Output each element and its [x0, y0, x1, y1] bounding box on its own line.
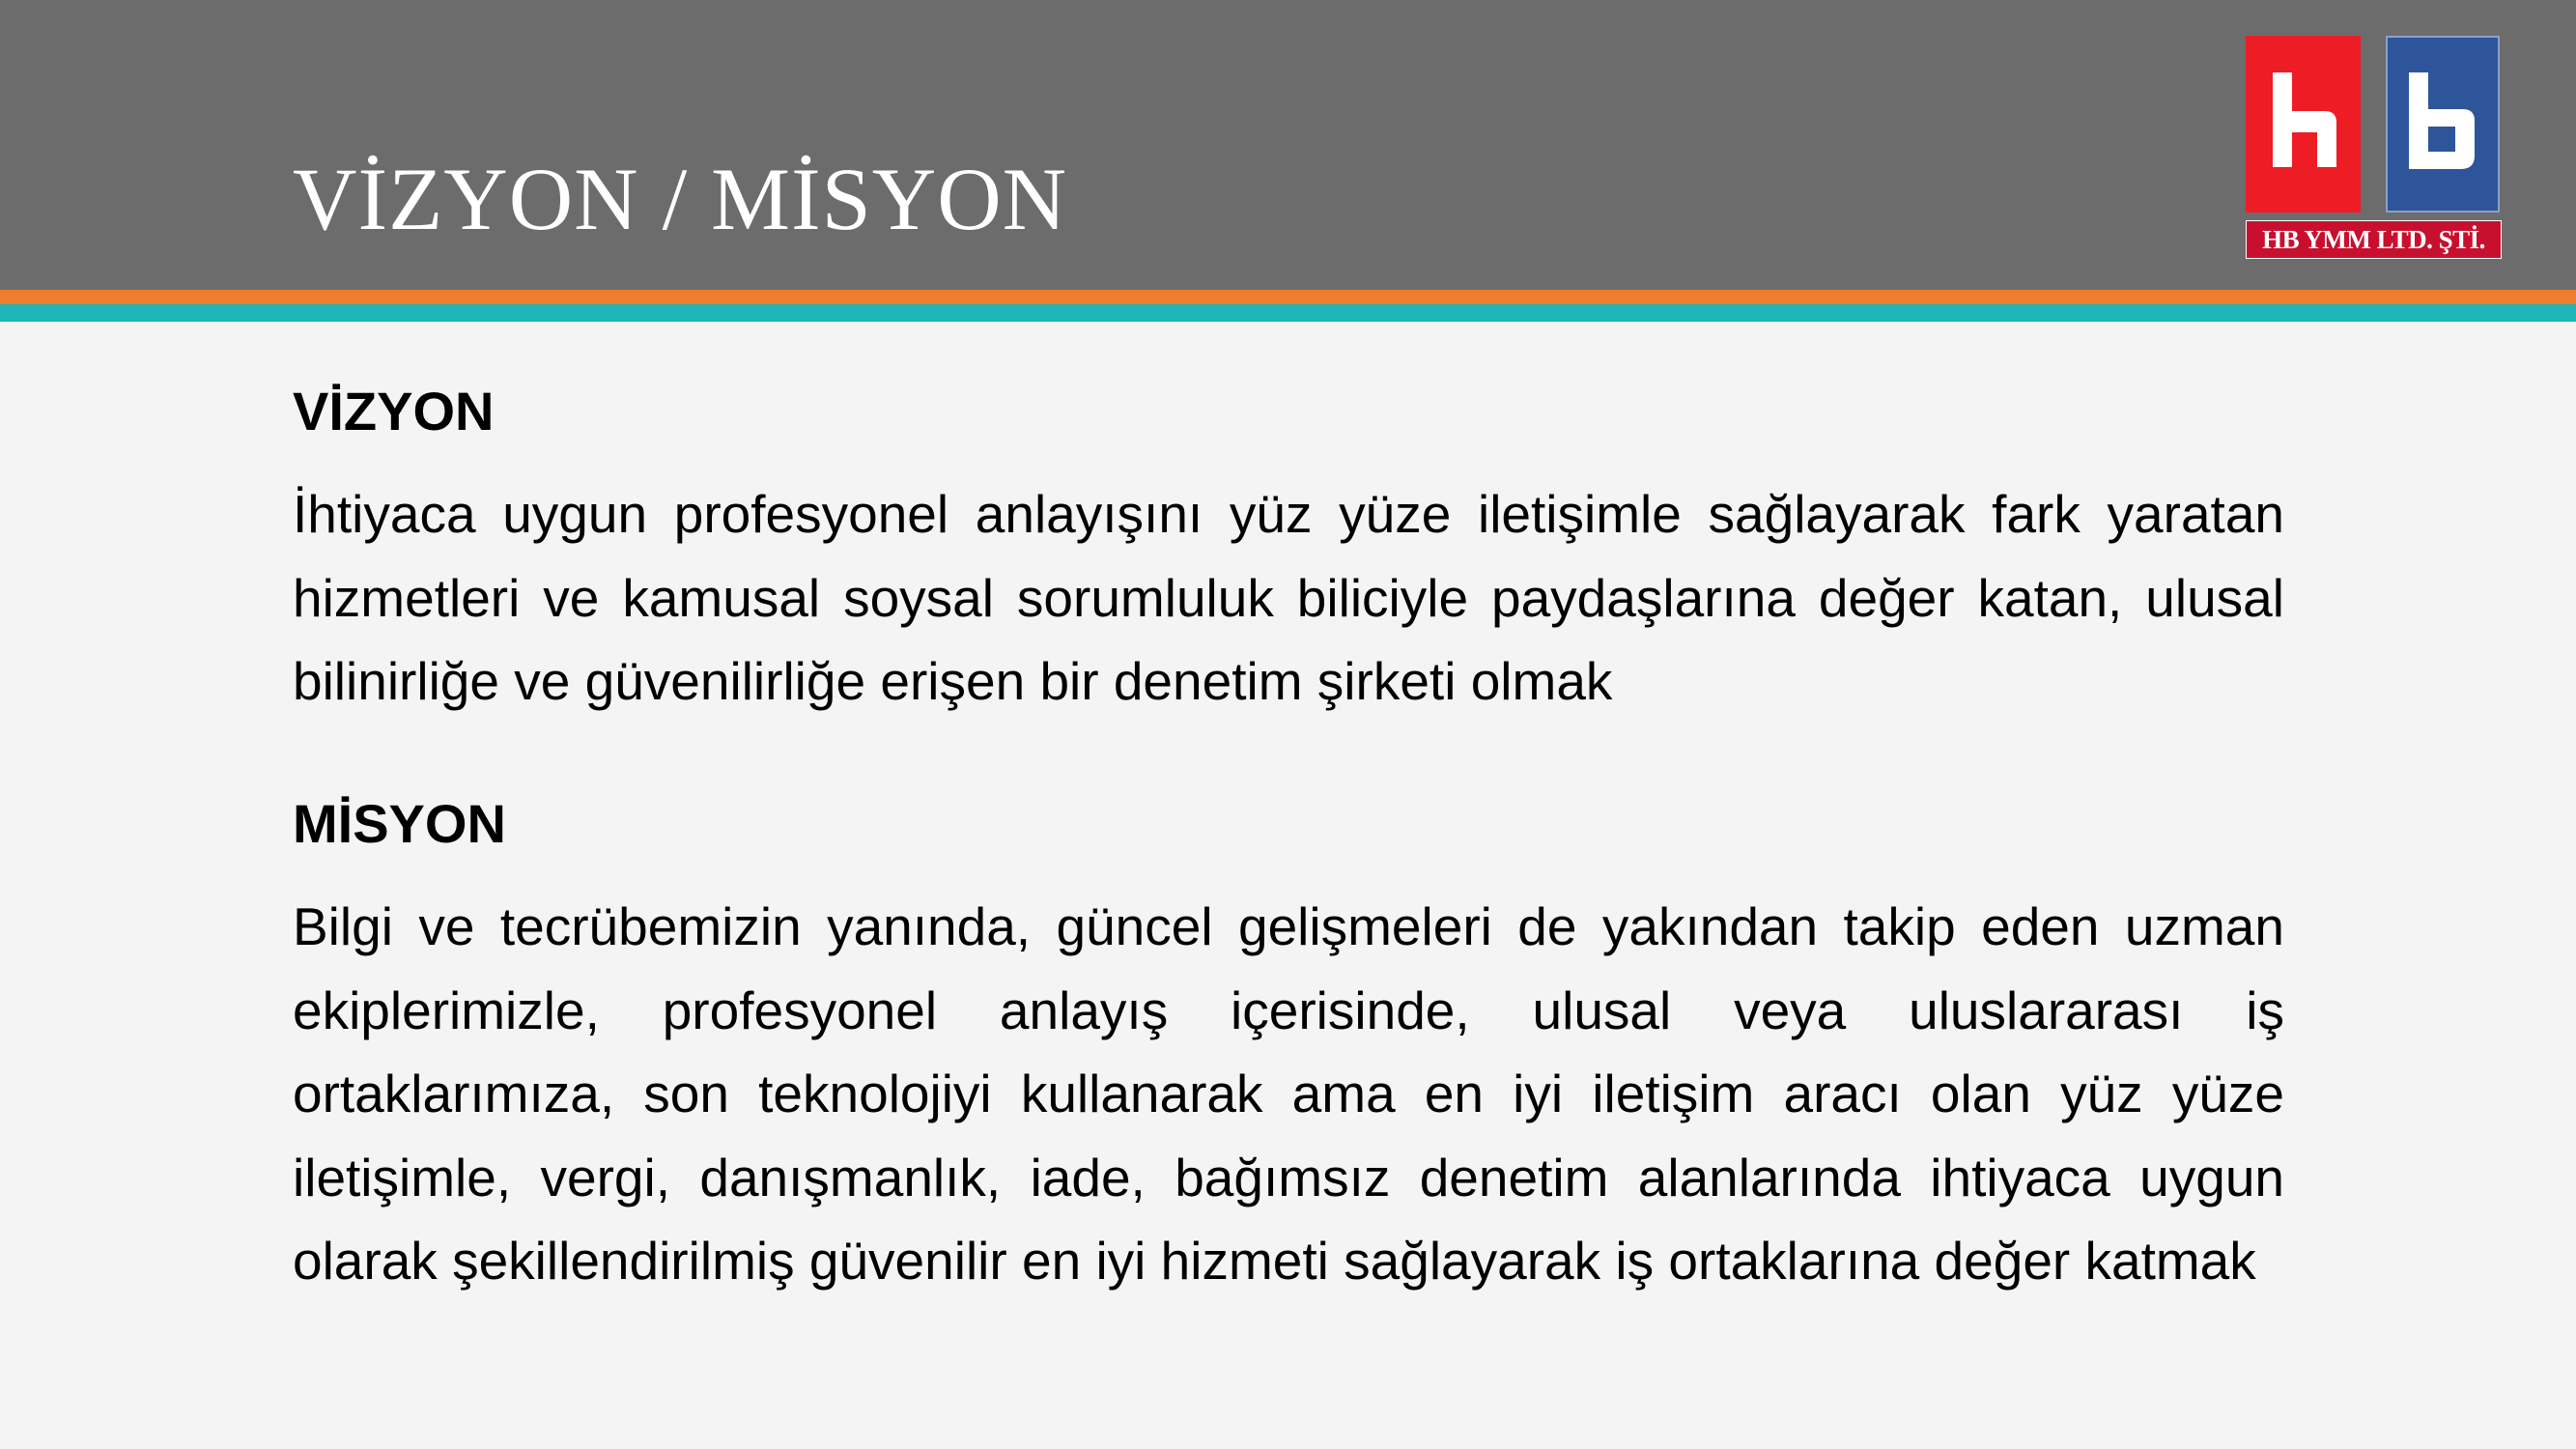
- teal-stripe: [0, 304, 2576, 322]
- logo-caption: HB YMM LTD. ŞTİ.: [2246, 220, 2502, 259]
- misyon-text: Bilgi ve tecrübemizin yanında, güncel gelişmeleri de yakından takip eden uzman ekiplerimizle, profesyonel anlayış içerisinde, ulusal veya uluslararası iş ortaklarımıza, son teknolojiyi kullanarak ama en iyi iletişim aracı olan yüz yüze iletişimle, vergi, danışmanlık, iade, bağımsız denetim alanlarında ihtiyaca uygun olarak şekillendirilmiş güvenilir en iyi hizmeti sağlayarak iş ortaklarına değer katmak: [293, 896, 2284, 1291]
- logo-h-tile: [2246, 36, 2361, 213]
- letter-h-icon: [2246, 36, 2361, 213]
- logo-b-tile: [2386, 36, 2500, 213]
- company-logo: [2246, 36, 2503, 260]
- orange-stripe: [0, 290, 2576, 304]
- vizyon-heading: VİZYON: [293, 381, 495, 441]
- letter-b-icon: [2388, 38, 2498, 211]
- page-title: VİZYON / MİSYON: [293, 150, 1068, 248]
- misyon-heading: MİSYON: [293, 793, 506, 854]
- vizyon-text: İhtiyaca uygun profesyonel anlayışını yüz yüze iletişimle sağlayarak fark yaratan hizmetleri ve kamusal soysal sorumluluk biliciyle paydaşlarına değer katan, ulusal bilinirliğe ve güvenilirliğe erişen bir denetim şirketi olmak: [293, 484, 2284, 711]
